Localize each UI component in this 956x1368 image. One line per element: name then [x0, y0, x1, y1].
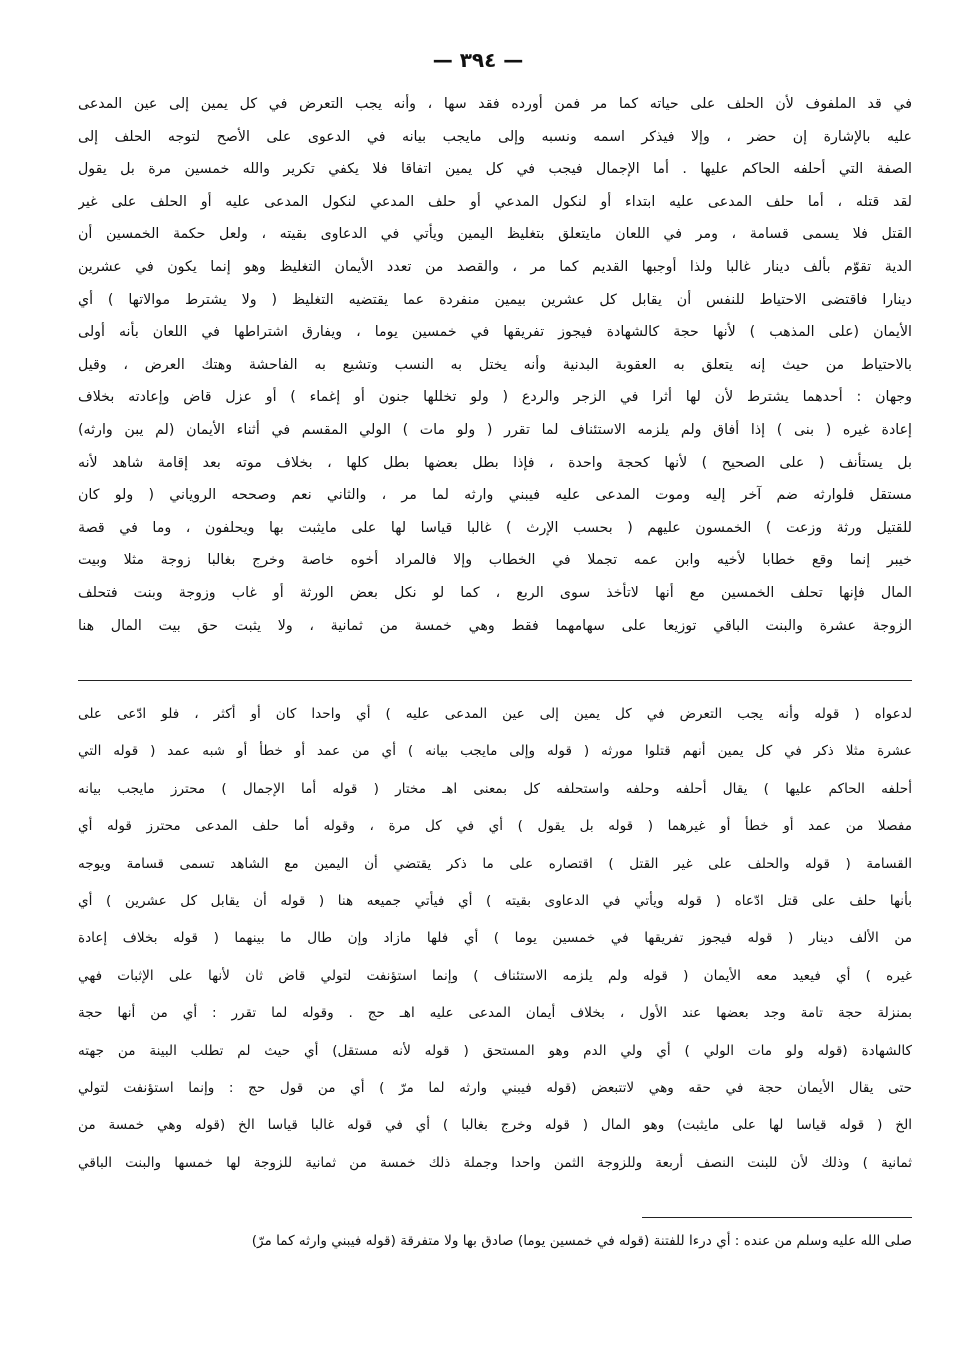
- main-text: [78, 88, 912, 642]
- footnote-line: صلى الله عليه وسلم من عنده : أي درءا للفتنة (قوله في خمسين يوما) صادق بها ولا متفرقة (قوله فيبني وارثه كما مرّ): [251, 1233, 912, 1249]
- main-text-line: الأيمان (على المذهب ) لأنها حجة كالشهادة فيجوز تفريقها في خمسين يوما ، ويفارق اشتراطها في اللعان بأنه أولى: [78, 324, 912, 341]
- commentary-line: غيره ) أي فيعيد معه الأيمان ( قوله ولم يلزمه الاستئناف ) وإنما استؤنفت لتولي قاض ثان لأنها على الإثبات فهي: [78, 967, 912, 984]
- divider: [78, 680, 912, 681]
- main-text-line: المال فإنها تحلف الخمسين مع أنها لاتأخذ سوى الربع ، كما لو نكل بعض الورثة أو غاب وزوجة وبنت فتحلف: [78, 584, 912, 601]
- page-number: — ٣٩٤ —: [432, 48, 524, 72]
- commentary-line: لدعواه ( قوله وأنه يجب التعرض في كل يمين إلى عين المدعى عليه ) أي واحدا كان أو أكثر ، فلو ادّعى على: [78, 706, 912, 722]
- commentary-line: عشرة مثلا ذكر في كل يمين أنهم قتلوا مورثه ( قوله وإلى مايجب بيانه ) أي من عمد أو خطأ أو شبه عمد ( قوله التي: [78, 743, 912, 760]
- main-text-line: مستقل فلوارثه ضم آخر إليه وموت المدعى عليه فيبني وارثه لما مر ، والثاني نعم وصححه الروياني ( ولو كان: [78, 487, 912, 504]
- main-text-line: عليه بالإشارة إن حضر ، وإلا فيذكر اسمه ونسبه وإلى مايجب بيانه في الدعوى على الأصح لتوجه الحلف إلى: [78, 128, 912, 145]
- main-text-line: في قد الملفوف لأن الحلف على حياته كما مر فمن أورده فقد سها ، وأنه يجب التعرض في كل يمين إلى عين المدعى: [78, 96, 912, 112]
- commentary-line: أحلفه الحاكم عليها ) يقال أحلفه وحلفه واستحلفه كل بمعنى اهـ مختار ( قوله أما الإجمال ) محترز مايجب بيانه: [78, 780, 912, 797]
- main-text-line: وجهان : أحدهما يشترط لأن لها أثرا في الزجر والردع ( ولو تخللها جنون أو إغماء ) أو عزل قاض وإعادته بخلاف: [78, 389, 912, 406]
- main-text-line: خيبر إنما وقع خطابا لأخيه وابن عمه تجملا في الخطاب وإلا فالمراد أخوه خاصة وخرج بغالبا زوجة مثلا وبيت: [78, 552, 912, 569]
- main-text-line: دينارا فاقتضى الاحتياط للنفس أن يقابل كل عشرين بيمين منفردة عما يقتضيه التغليظ ( ولا يشترط موالاتها ) أي: [78, 291, 912, 308]
- commentary-line: بمنزلة حجة تامة وجد بعضها عند الأول ، بخلاف أيمان المدعى عليه اهـ حج . وقوله لما تقرر : أي من أنها حجة: [78, 1005, 912, 1022]
- main-text-line: لقد قتله ، أما حلف المدعى عليه ابتداء أو لنكول المدعي أو حلف المدعي لنكول المدعى عليه أو الحلف على غير: [78, 193, 912, 210]
- main-text-line: إعادة غيره ( بنى ) إذا أفاق ولم يلزمه الاستئناف لما تقرر ( ولو مات ) الولي المقسم في أثناء الأيمان (لم يبن وارثه): [78, 421, 912, 438]
- main-text-line: بالاحتياط من حيث إنه يتعلق به العقوبة البدنية وأنه يختل به النسب وتشيع به الفاحشة وهتك العرض ، وقيل: [78, 356, 912, 373]
- main-text-line: الصفة التي أحلفه الحاكم عليها . أما الإجمال فيجب في كل يمين اتفاقا فلا يكفي تكرير والله خمسين مرة بل يقول: [78, 161, 912, 178]
- commentary-line: كالشهادة (قوله ولو مات الولي ) أي ولي الدم وهو المستحق ( قوله لأنه مستقل) أي حيث لم تطلب البينة من جهته: [78, 1042, 912, 1059]
- main-text-line: الدية تقوّم بألف دينار غالبا ولذا أوجبها القديم كما مر ، والقصد من تعدد الأيمان التغليظ وهو إنما يكون في عشرين: [78, 258, 912, 275]
- main-text-line: الزوجة عشرة والبنت الباقي توزيعا على سهامهما فقط وهي خمسة من ثمانية ، ولا يثبت حق بيت المال هنا: [78, 617, 912, 634]
- footnote-divider: [642, 1217, 912, 1218]
- main-text-line: بل يستأنف ( على الصحيح ) لأنها كحجة واحدة ، فإذا بطل بعضها بطل كلها ، بخلاف موته بعد إقامة شاهد لأنه: [78, 454, 912, 471]
- commentary-line: من الألف دينار ( قوله فيجوز تفريقها في خمسين يوما ) أي فلها مازاد وإن طال ما بينهما ( قوله بخلاف إعادة: [78, 930, 912, 947]
- commentary-line: ثمانية ) وذلك لأن للبنت النصف أربعة وللزوجة الثمن واحدا وجملة ذلك خمسة من ثمانية للزوجة لها خمسها والبنت الباقي: [78, 1154, 912, 1171]
- commentary-line: حتى يقال الأيمان حجة في حقه وهي لاتتبعض (قوله فيبني وارثه لما مرّ ) أي من قول حج : وإنما استؤنفت لتولي: [78, 1079, 912, 1096]
- footnote: [78, 1226, 912, 1256]
- commentary-text: [78, 696, 912, 1182]
- commentary-line: بأنها حلف على قتل ادّعاه ( قوله ويأتي في الدعاوى بقيته ) أي فيأتي جميعه هنا ( قوله أن يقابل كل عشرين ) أي: [78, 892, 912, 909]
- main-text-line: القتل فلا يسمى قسامة ، ومر في اللعان مايتعلق بتغليظ اليمين ويأتي في الدعاوى بقيته ، ولعل حكمة الخمسين أن: [78, 226, 912, 243]
- commentary-line: القسامة ( قوله والحلف على غير القتل ) اقتصاره على ما ذكر يقتضي أن اليمين مع الشاهد تسمى قسامة ويوجه: [78, 855, 912, 872]
- commentary-line: الخ ( قوله قياسا لها على مايثبت) وهو المال ( قوله وخرج بغالبا ) أي في قوله غالبا قياسا الخ (قوله وهي خمسة من: [78, 1117, 912, 1134]
- main-text-line: للقتيل ورثة وزعت ) الخمسون عليهم ( بحسب الإرث ) غالبا قياسا لها على مايثبت بها ويحلفون ، وما في قصة: [78, 519, 912, 536]
- commentary-line: مفصلا من عمد أو خطأ أو غيرهما ( قوله بل يقول ) أي في كل مرة ، وقوله أما حلف المدعى محترز قوله أي: [78, 818, 912, 835]
